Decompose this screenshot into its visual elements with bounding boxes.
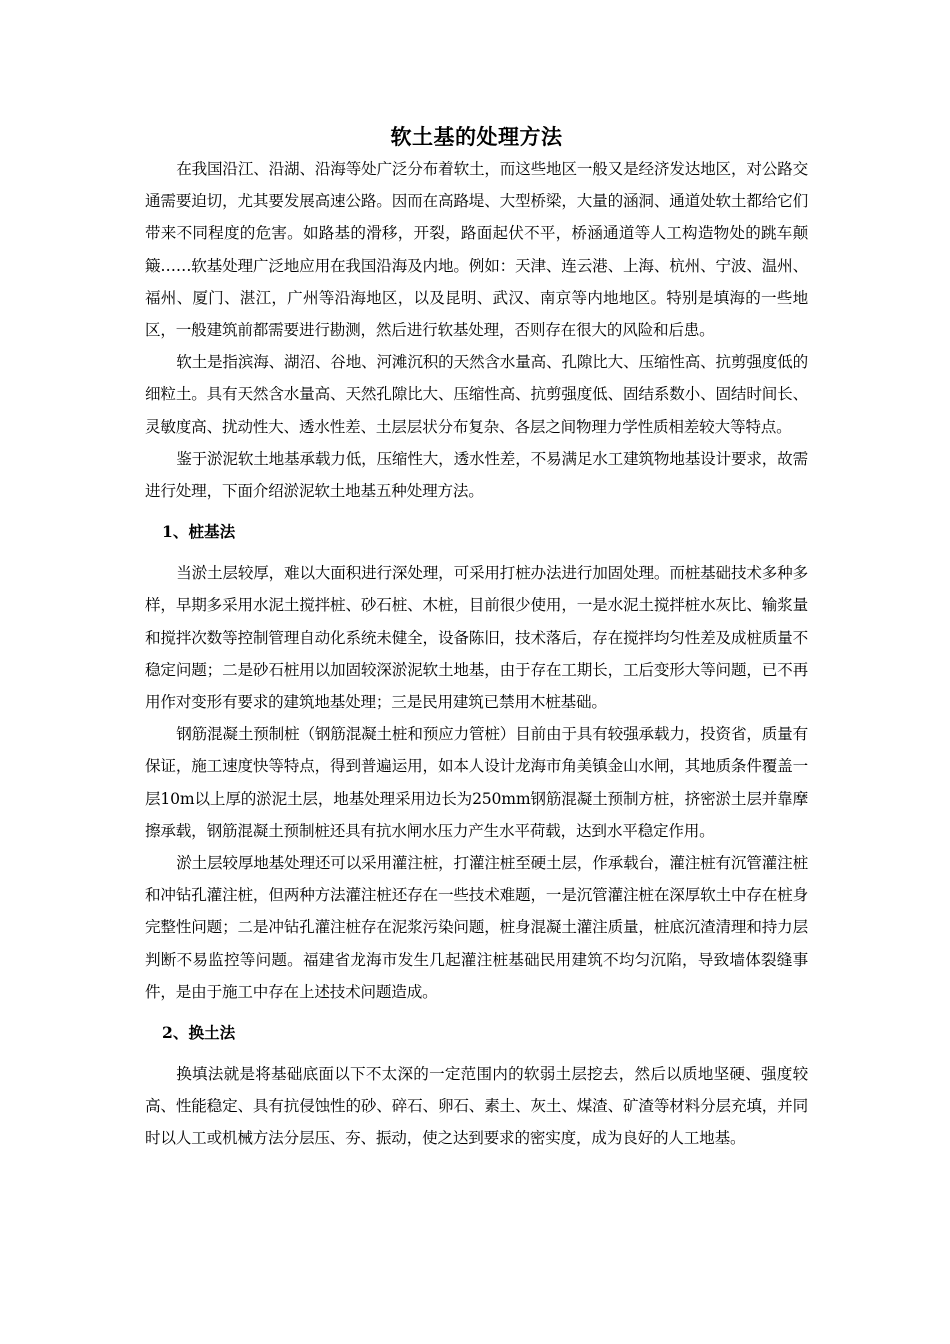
intro-paragraph-3: 鉴于淤泥软土地基承载力低，压缩性大，透水性差，不易满足水工建筑物地基设计要求，故需进行处理，下面介绍淤泥软土地基五种处理方法。 [145,449,808,501]
section-heading-pile-foundation: 1、桩基法 [162,522,236,542]
section-heading-soil-replacement: 2、换土法 [162,1023,236,1043]
section-2-paragraph-1: 换填法就是将基础底面以下不太深的一定范围内的软弱土层挖去，然后以质地坚硬、强度较高、性能稳定、具有抗侵蚀性的砂、碎石、卵石、素土、灰土、煤渣、矿渣等材料分层充填，并同时以人工或机械方法分层压、夯、振动，使之达到要求的密实度，成为良好的人工地基。 [145,1065,808,1148]
section-1-paragraph-1: 当淤土层较厚，难以大面积进行深处理，可采用打桩办法进行加固处理。而桩基础技术多种多样，早期多采用水泥土搅拌桩、砂石桩、木桩，目前很少使用，一是水泥土搅拌桩水灰比、输浆量和搅拌次数等控制管理自动化系统未健全，设备陈旧，技术落后，存在搅拌均匀性差及成桩质量不稳定问题；二是砂石桩用以加固较深淤泥软土地基，由于存在工期长，工后变形大等问题，已不再用作对变形有要求的建筑地基处理；三是民用建筑已禁用木桩基础。 [145,564,808,712]
section-1-paragraph-2: 钢筋混凝土预制桩（钢筋混凝土桩和预应力管桩）目前由于具有较强承载力，投资省，质量有保证，施工速度快等特点，得到普遍运用，如本人设计龙海市角美镇金山水闸，其地质条件覆盖一层10m以上厚的淤泥土层，地基处理采用边长为250mm钢筋混凝土预制方桩，挤密淤土层并靠摩擦承载，钢筋混凝土预制桩还具有抗水闸水压力产生水平荷载，达到水平稳定作用。 [145,725,808,840]
document-content [145,121,808,1155]
section-1-paragraph-3: 淤土层较厚地基处理还可以采用灌注桩，打灌注桩至硬土层，作承载台，灌注桩有沉管灌注桩和冲钻孔灌注桩，但两种方法灌注桩还存在一些技术难题，一是沉管灌注桩在深厚软土中存在桩身完整性问题；二是冲钻孔灌注桩存在泥浆污染问题，桩身混凝土灌注质量，桩底沉渣清理和持力层判断不易监控等问题。福建省龙海市发生几起灌注桩基础民用建筑不均匀沉陷，导致墙体裂缝事件，是由于施工中存在上述技术问题造成。 [145,854,808,1001]
document-title: 软土基的处理方法 [390,124,563,149]
intro-paragraph-1: 在我国沿江、沿湖、沿海等处广泛分布着软土，而这些地区一般又是经济发达地区，对公路交通需要迫切，尤其要发展高速公路。因而在高路堤、大型桥梁，大量的涵洞、通道处软土都给它们带来不同程度的危害。如路基的滑移，开裂，路面起伏不平，桥涵通道等人工构造物处的跳车颠簸……软基处理广泛地应用在我国沿海及内地。例如：天津、连云港、上海、杭州、宁波、温州、福州、厦门、湛江，广州等沿海地区，以及昆明、武汉、南京等内地地区。特别是填海的一些地区，一般建筑前都需要进行勘测，然后进行软基处理，否则存在很大的风险和后患。 [145,160,808,340]
intro-paragraph-2: 软土是指滨海、湖沼、谷地、河滩沉积的天然含水量高、孔隙比大、压缩性高、抗剪强度低的细粒土。具有天然含水量高、天然孔隙比大、压缩性高、抗剪强度低、固结系数小、固结时间长、灵敏度高、扰动性大、透水性差、土层层状分布复杂、各层之间物理力学性质相差较大等特点。 [145,353,808,436]
